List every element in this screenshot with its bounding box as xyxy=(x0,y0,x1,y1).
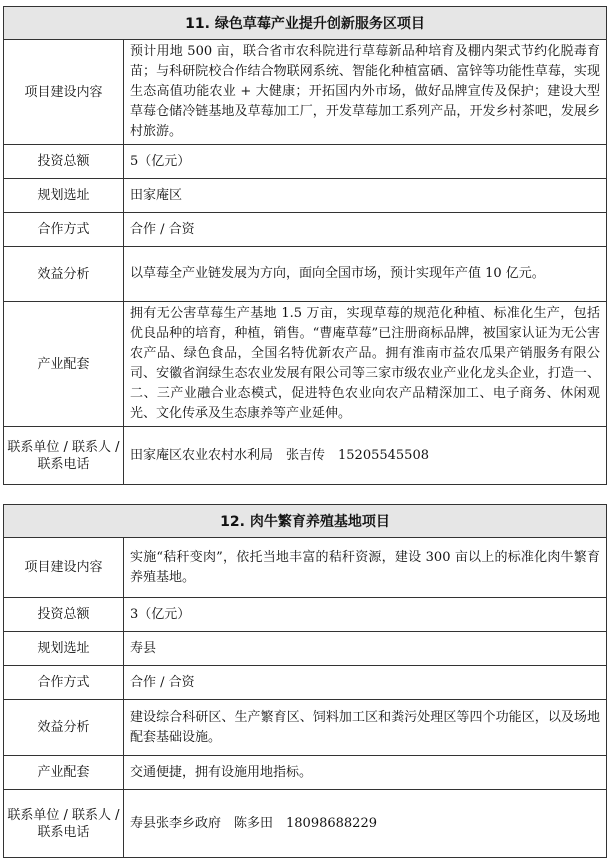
row-label: 规划选址 xyxy=(4,179,124,212)
project-table-11 xyxy=(3,6,607,485)
row-value: 实施“秸秆变肉”，依托当地丰富的秸秆资源，建设 300 亩以上的标准化肉牛繁育养殖基地。 xyxy=(130,549,600,585)
table-row xyxy=(4,247,606,302)
table-row xyxy=(4,666,606,700)
table-row xyxy=(4,40,606,145)
row-label: 项目建设内容 xyxy=(4,40,124,144)
row-value: 合作 / 合资 xyxy=(130,221,195,237)
row-value: 3（亿元） xyxy=(130,606,191,622)
row-value: 合作 / 合资 xyxy=(130,674,195,690)
row-label: 效益分析 xyxy=(4,700,124,755)
table-row xyxy=(4,632,606,666)
row-label: 合作方式 xyxy=(4,213,124,246)
row-value: 5（亿元） xyxy=(130,153,191,169)
table-row xyxy=(4,538,606,598)
row-label: 投资总额 xyxy=(4,598,124,631)
row-label: 效益分析 xyxy=(4,247,124,301)
row-value: 交通便捷，拥有设施用地指标。 xyxy=(130,764,313,780)
row-label: 联系单位 / 联系人 / 联系电话 xyxy=(4,427,124,485)
row-value: 建设综合科研区、生产繁育区、饲料加工区和粪污处理区等四个功能区，以及场地配套基础设施。 xyxy=(130,709,600,745)
row-label: 投资总额 xyxy=(4,145,124,178)
table-row xyxy=(4,427,606,485)
table-row xyxy=(4,700,606,756)
row-value: 田家庵区 xyxy=(130,187,183,203)
row-value: 田家庵区农业农村水利局 张吉传 15205545508 xyxy=(130,448,429,463)
row-value: 以草莓全产业链发展为方向，面向全国市场，预计实现年产值 10 亿元。 xyxy=(130,266,545,281)
row-label: 合作方式 xyxy=(4,666,124,699)
table-row xyxy=(4,598,606,632)
table-row xyxy=(4,179,606,213)
row-label: 规划选址 xyxy=(4,632,124,665)
project-title: 11. 绿色草莓产业提升创新服务区项目 xyxy=(4,7,606,40)
row-value: 拥有无公害草莓生产基地 1.5 万亩，实现草莓的规范化种植、标准化生产，包括优良品种的培育，种植，销售。“曹庵草莓”已注册商标品牌，被国家认证为无公害农产品、绿色食品，全国名特优新农产品。拥有淮南市益农瓜果产销服务有限公司、安徽省润绿生态农业发展有限公司等三家市级农业产业化龙头企业，打造一、二、三产业融合业态模式，促进特色农业向农产品精深加工、电子商务、休闲观光、文化传承及生态康养等产业延伸。 xyxy=(130,306,600,421)
row-label: 项目建设内容 xyxy=(4,538,124,597)
table-row xyxy=(4,145,606,179)
table-row xyxy=(4,302,606,427)
row-value: 预计用地 500 亩，联合省市农科院进行草莓新品种培育及棚内架式节约化脱毒育苗；与科研院校合作结合物联网系统、智能化种植富硒、富锌等功能性草莓，实现生态高值功能农业 + 大健康；开拓国内外市场，做好品牌宣传及保护；建设大型草莓仓储冷链基地及草莓加工厂，开发草莓加工系列产品，开发乡村茶吧，发展乡村旅游。 xyxy=(130,44,601,139)
table-row xyxy=(4,756,606,790)
table-row xyxy=(4,790,606,858)
project-table-12 xyxy=(3,504,607,858)
project-title: 12. 肉牛繁育养殖基地项目 xyxy=(4,505,606,538)
row-label: 产业配套 xyxy=(4,756,124,789)
table-row xyxy=(4,213,606,247)
row-label: 产业配套 xyxy=(4,302,124,426)
row-value: 寿县 xyxy=(130,640,157,656)
row-label: 联系单位 / 联系人 / 联系电话 xyxy=(4,790,124,858)
row-value: 寿县张李乡政府 陈多田 18098688229 xyxy=(130,816,377,831)
